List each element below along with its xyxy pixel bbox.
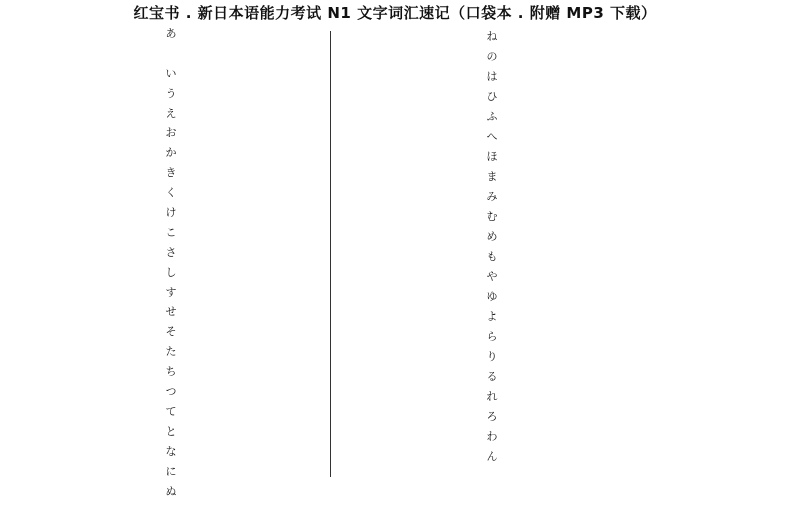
- kana-index-item[interactable]: ぬ: [165, 484, 177, 498]
- kana-index-item[interactable]: つ: [165, 385, 177, 399]
- kana-index-item[interactable]: わ: [486, 430, 498, 443]
- kana-index-item[interactable]: る: [486, 370, 498, 383]
- kana-index-item[interactable]: よ: [486, 310, 498, 323]
- kana-index-item[interactable]: ゆ: [486, 290, 498, 303]
- kana-index-item[interactable]: の: [486, 50, 498, 63]
- kana-index-item[interactable]: さ: [165, 245, 177, 259]
- kana-index-right: [485, 31, 499, 471]
- kana-index-item[interactable]: に: [165, 464, 177, 478]
- kana-index-item[interactable]: し: [165, 265, 177, 279]
- kana-index-item[interactable]: む: [486, 210, 498, 223]
- kana-index-item[interactable]: ん: [486, 450, 498, 463]
- kana-index-left: [164, 28, 178, 505]
- kana-index-item[interactable]: た: [165, 345, 177, 359]
- kana-index-item[interactable]: ひ: [486, 90, 498, 103]
- kana-index-item[interactable]: れ: [486, 390, 498, 403]
- kana-index-item[interactable]: ら: [486, 330, 498, 343]
- kana-index-item[interactable]: み: [486, 190, 498, 203]
- kana-index-item[interactable]: ふ: [486, 110, 498, 123]
- kana-index-item[interactable]: け: [165, 206, 177, 220]
- kana-index-item[interactable]: く: [165, 186, 177, 200]
- page-title: 红宝书 . 新日本语能力考试 N1 文字词汇速记（口袋本 . 附赠 MP3 下载）: [133, 4, 657, 22]
- kana-index-item[interactable]: お: [165, 126, 177, 140]
- kana-index-item[interactable]: ほ: [486, 150, 498, 163]
- kana-index-item[interactable]: へ: [486, 130, 498, 143]
- kana-index-item[interactable]: そ: [165, 325, 177, 339]
- kana-index-item[interactable]: ろ: [486, 410, 498, 423]
- kana-index-item[interactable]: り: [486, 350, 498, 363]
- kana-index-item[interactable]: は: [486, 70, 498, 83]
- kana-index-item[interactable]: い: [165, 66, 177, 80]
- kana-index-item[interactable]: こ: [165, 225, 177, 239]
- kana-index-item[interactable]: な: [165, 444, 177, 458]
- kana-index-item[interactable]: ね: [486, 30, 498, 43]
- kana-index-item[interactable]: せ: [165, 305, 177, 319]
- kana-index-item[interactable]: て: [165, 404, 177, 418]
- kana-index-item[interactable]: や: [486, 270, 498, 283]
- kana-index-item[interactable]: も: [486, 250, 498, 263]
- kana-index-item[interactable]: ち: [165, 365, 177, 379]
- column-divider: [330, 31, 331, 477]
- kana-index-item[interactable]: あ: [165, 27, 177, 40]
- kana-index-item[interactable]: え: [165, 106, 177, 120]
- kana-index-item[interactable]: す: [165, 285, 177, 299]
- kana-index-item[interactable]: う: [165, 86, 177, 100]
- kana-index-item[interactable]: め: [486, 230, 498, 243]
- kana-index-item[interactable]: き: [165, 166, 177, 180]
- kana-index-item[interactable]: か: [165, 146, 177, 160]
- kana-index-item[interactable]: ま: [486, 170, 498, 183]
- kana-index-item[interactable]: と: [165, 424, 177, 438]
